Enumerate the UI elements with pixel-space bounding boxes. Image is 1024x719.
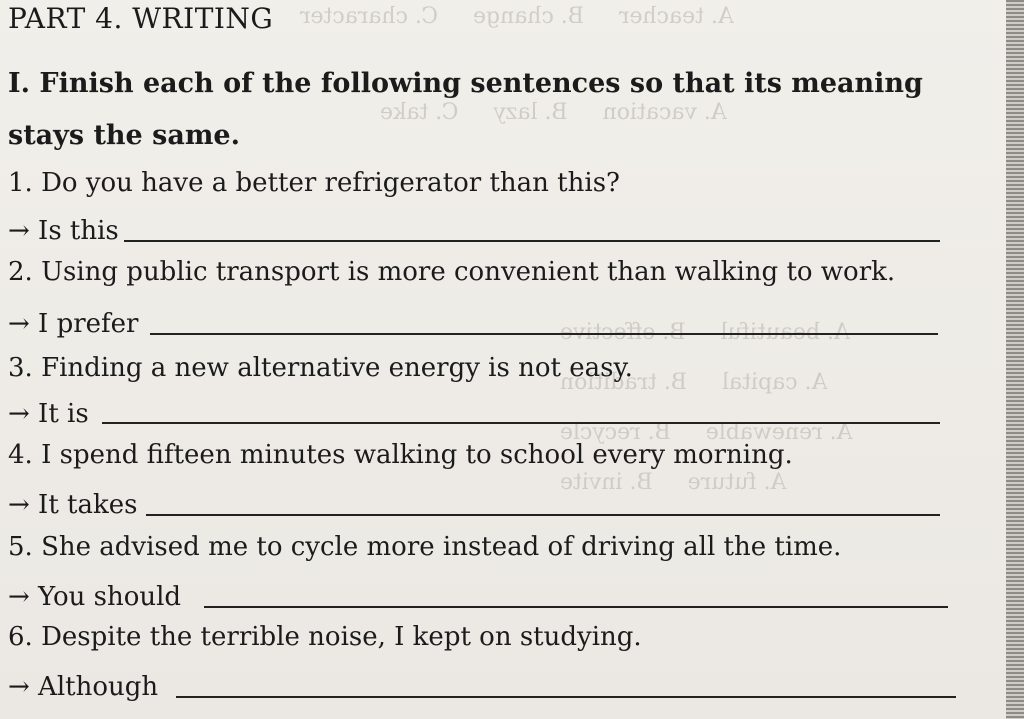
question-4: 4. I spend fifteen minutes walking to school every morning. [8, 440, 793, 470]
page-edge-binding [1006, 0, 1024, 719]
show-through-decoration: A. beautiful B. effective [560, 320, 850, 345]
question-3: 3. Finding a new alternative energy is not easy. [8, 353, 633, 383]
show-through-decoration: A. future B. invite [560, 470, 787, 495]
answer-prompt-6: → Although [8, 672, 159, 702]
instruction-text: I. Finish each of the following sentences so that its meaning stays the same. [8, 68, 923, 151]
answer-line-1[interactable] [124, 240, 940, 242]
answer-line-6[interactable] [176, 696, 956, 698]
answer-line-2[interactable] [150, 333, 938, 335]
show-through-decoration: A. teacher B. change C. character [300, 4, 734, 29]
answer-line-5[interactable] [204, 606, 948, 608]
answer-prompt-5: → You should [8, 582, 182, 612]
question-2: 2. Using public transport is more convenient than walking to work. [8, 257, 896, 287]
answer-prompt-1: → Is this [8, 216, 119, 246]
answer-prompt-3: → It is [8, 399, 89, 429]
answer-line-3[interactable] [102, 422, 940, 424]
question-6: 6. Despite the terrible noise, I kept on studying. [8, 622, 642, 652]
show-through-decoration: A. renewable B. recycle [560, 420, 853, 445]
answer-prompt-4: → It takes [8, 490, 138, 520]
question-1: 1. Do you have a better refrigerator than this? [8, 168, 620, 198]
answer-line-4[interactable] [146, 514, 940, 516]
show-through-decoration: A. capital B. tradition [560, 370, 828, 395]
answer-prompt-2: → I prefer [8, 309, 139, 339]
question-5: 5. She advised me to cycle more instead of driving all the time. [8, 532, 842, 562]
part-title: PART 4. WRITING [8, 2, 274, 35]
show-through-decoration: A. vacation B. lazy C. take [380, 100, 727, 125]
